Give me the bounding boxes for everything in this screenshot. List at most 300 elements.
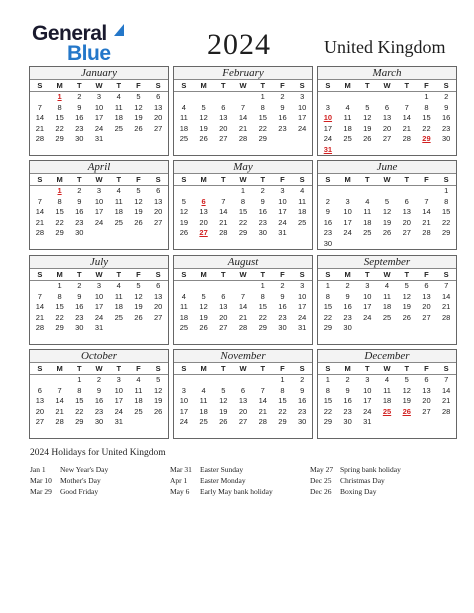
calendar-country: United Kingdom: [324, 37, 446, 57]
day-cell: [377, 334, 397, 345]
weekday-label: S: [37, 81, 43, 90]
week-row: [174, 124, 312, 135]
day-cell: 4: [201, 385, 206, 395]
day-cell: 14: [422, 207, 431, 216]
weekday-label: S: [443, 364, 449, 373]
day-cell: 15: [442, 207, 451, 216]
day-cell: 9: [345, 291, 350, 301]
day-cell: [69, 428, 89, 439]
day-cell: 5: [156, 375, 161, 384]
day-cell: 15: [55, 302, 64, 311]
day-cell: 24: [94, 312, 104, 322]
week-row: [174, 396, 312, 407]
day-cell: 3: [325, 102, 330, 112]
month-name: March: [318, 67, 456, 80]
day-cell: 13: [154, 291, 163, 301]
day-cell: 17: [94, 302, 104, 311]
day-cell: [50, 428, 70, 439]
month-september: [317, 255, 457, 345]
weekday-label: F: [280, 175, 285, 184]
day-cell: [174, 375, 194, 386]
day-cell: 12: [199, 302, 208, 311]
holiday-entry-date: Apr 1: [170, 476, 188, 485]
day-cell: 30: [278, 323, 287, 332]
day-cell: 23: [298, 406, 307, 416]
day-cell: 19: [154, 396, 163, 405]
day-cell: 11: [114, 102, 123, 112]
day-cell: 12: [154, 385, 163, 395]
day-cell: 22: [258, 123, 267, 133]
week-row: [318, 375, 456, 386]
day-cell: 5: [365, 102, 370, 112]
day-cell: 18: [179, 312, 189, 322]
day-cell: 22: [238, 217, 248, 227]
day-cell: 10: [114, 385, 123, 395]
day-cell: 27: [154, 217, 163, 227]
weekday-label: W: [383, 81, 391, 90]
weekday-header: [318, 363, 456, 375]
weekday-label: M: [200, 175, 207, 184]
day-cell: 17: [114, 396, 123, 405]
day-cell: 14: [35, 113, 45, 122]
holiday-date: 10: [323, 113, 333, 122]
weekday-header: [318, 269, 456, 281]
day-cell: 17: [94, 113, 104, 122]
day-cell: [338, 334, 358, 345]
day-cell: 25: [114, 217, 123, 227]
day-cell: [436, 428, 456, 439]
holiday-entry: [30, 486, 170, 497]
day-cell: [357, 428, 377, 439]
week-row: [30, 334, 168, 345]
day-cell: 8: [77, 385, 82, 395]
week-row: [174, 313, 312, 324]
logo-general-text: General: [32, 22, 107, 45]
week-row: [318, 134, 456, 145]
day-cell: 2: [260, 186, 265, 195]
week-row: [318, 207, 456, 218]
day-cell: 3: [345, 196, 350, 206]
week-row: [318, 145, 456, 156]
day-cell: [89, 334, 109, 345]
day-cell: 4: [365, 196, 370, 206]
month-name: December: [318, 350, 456, 363]
day-cell: 13: [402, 207, 411, 216]
day-cell: 10: [94, 102, 104, 112]
day-cell: [194, 375, 214, 386]
day-cell: 16: [442, 113, 451, 122]
weekday-label: W: [383, 270, 391, 279]
weekday-label: S: [181, 175, 187, 184]
day-cell: 20: [199, 217, 208, 227]
month-name: November: [174, 350, 312, 363]
day-cell: [89, 239, 109, 250]
day-cell: [338, 186, 358, 197]
day-cell: [292, 228, 312, 239]
weekday-label: T: [260, 364, 266, 373]
day-cell: [377, 145, 397, 156]
weekday-label: F: [424, 364, 429, 373]
weekday-label: S: [299, 364, 305, 373]
day-cell: 18: [199, 406, 208, 416]
week-row: [30, 92, 168, 103]
holiday-entry: [170, 486, 310, 497]
weekday-label: W: [95, 81, 103, 90]
week-row: [318, 334, 456, 345]
day-cell: 23: [258, 217, 267, 227]
day-cell: 12: [179, 207, 189, 216]
week-row: [30, 396, 168, 407]
day-cell: [89, 145, 109, 156]
day-cell: 13: [199, 207, 208, 216]
day-cell: 18: [114, 113, 123, 122]
holiday-date: 25: [382, 406, 392, 416]
day-cell: 12: [402, 291, 411, 301]
day-cell: [377, 186, 397, 197]
day-cell: 11: [179, 113, 188, 122]
weekday-label: S: [299, 81, 305, 90]
weekday-label: F: [424, 270, 429, 279]
day-cell: 6: [424, 375, 429, 384]
weekday-label: T: [221, 81, 226, 90]
day-cell: 25: [343, 134, 352, 143]
holiday-entry-name: Boxing Day: [340, 487, 377, 496]
day-cell: [194, 428, 214, 439]
day-cell: 26: [134, 217, 143, 227]
day-cell: [213, 334, 233, 345]
day-cell: 7: [444, 375, 449, 384]
day-cell: 27: [422, 312, 431, 322]
day-cell: 26: [199, 134, 208, 143]
weekday-label: S: [37, 270, 43, 279]
weekday-label: M: [56, 81, 63, 90]
day-cell: [397, 417, 417, 428]
day-cell: [338, 239, 358, 250]
holiday-entry-date: Jan 1: [30, 465, 46, 474]
day-cell: 14: [258, 396, 267, 405]
day-cell: 24: [323, 134, 333, 143]
day-cell: 15: [258, 302, 267, 311]
day-cell: [292, 145, 312, 156]
weekday-label: T: [365, 81, 370, 90]
day-cell: [338, 428, 358, 439]
day-cell: 21: [442, 302, 451, 311]
day-cell: [194, 334, 214, 345]
day-cell: 13: [422, 385, 431, 395]
day-cell: 13: [154, 102, 163, 112]
day-cell: [417, 239, 437, 250]
day-cell: [213, 145, 233, 156]
day-cell: 30: [75, 323, 84, 332]
day-cell: 7: [240, 102, 246, 112]
day-cell: 8: [325, 291, 330, 301]
day-cell: 2: [96, 375, 102, 384]
day-cell: 8: [240, 196, 246, 206]
day-cell: [397, 334, 417, 345]
day-cell: 18: [382, 396, 392, 405]
week-row: [318, 186, 456, 197]
weekday-label: S: [299, 175, 305, 184]
day-cell: 5: [384, 196, 390, 206]
day-cell: 6: [156, 281, 161, 290]
day-cell: [292, 334, 312, 345]
day-cell: 17: [298, 113, 307, 122]
week-row: [318, 396, 456, 407]
day-cell: 20: [422, 302, 431, 311]
holiday-column: [170, 464, 310, 497]
day-cell: [50, 239, 70, 250]
day-cell: 18: [363, 217, 372, 227]
day-cell: 13: [238, 396, 248, 405]
week-row: [318, 407, 456, 418]
weekday-label: T: [365, 175, 370, 184]
day-cell: 12: [134, 102, 143, 112]
week-row: [174, 302, 312, 313]
weekday-label: S: [155, 175, 161, 184]
weekday-label: F: [424, 175, 429, 184]
day-cell: 29: [238, 228, 248, 237]
day-cell: 3: [96, 92, 102, 101]
day-cell: [109, 134, 129, 145]
day-cell: 14: [238, 302, 248, 311]
day-cell: [213, 239, 233, 250]
day-cell: 21: [55, 406, 64, 416]
day-cell: [30, 186, 50, 197]
day-cell: 30: [75, 134, 84, 143]
weekday-label: M: [344, 270, 351, 279]
day-cell: 21: [219, 217, 228, 227]
weekday-label: F: [424, 81, 429, 90]
holiday-entry-name: Easter Sunday: [200, 465, 244, 474]
week-row: [30, 428, 168, 439]
day-cell: [213, 281, 233, 292]
day-cell: 5: [404, 281, 409, 290]
weekday-label: T: [77, 175, 82, 184]
day-cell: [318, 92, 338, 103]
day-cell: 9: [280, 291, 285, 301]
day-cell: 3: [116, 375, 121, 384]
day-cell: 20: [35, 406, 45, 416]
weekday-label: T: [404, 270, 410, 279]
holiday-entry-date: Dec 25: [310, 476, 332, 485]
day-cell: 28: [35, 323, 45, 332]
day-cell: 3: [300, 281, 305, 290]
day-cell: 4: [384, 281, 390, 290]
weekday-label: W: [239, 364, 247, 373]
holiday-entry-name: Good Friday: [60, 487, 99, 496]
day-cell: 24: [298, 312, 307, 322]
weekday-label: M: [200, 81, 207, 90]
day-cell: 20: [154, 302, 163, 311]
day-cell: 27: [219, 134, 228, 143]
day-cell: [129, 323, 149, 334]
logo-triangle-icon: [114, 24, 124, 36]
week-row: [30, 197, 168, 208]
day-cell: 7: [57, 385, 62, 395]
month-march: [317, 66, 457, 156]
day-cell: 7: [37, 291, 42, 301]
day-cell: [69, 145, 89, 156]
weekday-label: S: [299, 270, 305, 279]
day-cell: 7: [424, 196, 429, 206]
day-cell: 29: [258, 134, 267, 143]
day-cell: 20: [238, 406, 248, 416]
day-cell: 26: [382, 228, 392, 237]
weekday-label: T: [404, 81, 410, 90]
holiday-entry: [170, 475, 310, 486]
day-cell: 10: [298, 102, 307, 112]
weekday-label: S: [155, 270, 161, 279]
day-cell: 12: [134, 291, 143, 301]
day-cell: 2: [325, 196, 330, 206]
day-cell: [174, 186, 194, 197]
day-cell: 18: [114, 302, 123, 311]
week-row: [318, 197, 456, 208]
day-cell: 8: [280, 385, 285, 395]
day-cell: 1: [57, 281, 62, 290]
holiday-entry-name: Christmas Day: [340, 476, 385, 485]
day-cell: 23: [442, 123, 451, 133]
day-cell: [109, 239, 129, 250]
holidays-title: 2024 Holidays for United Kingdom: [30, 448, 166, 458]
day-cell: 24: [179, 417, 189, 426]
day-cell: 25: [179, 134, 189, 143]
weekday-label: T: [260, 270, 266, 279]
day-cell: 7: [260, 385, 265, 395]
day-cell: 9: [260, 196, 265, 206]
weekday-header: [174, 363, 312, 375]
day-cell: 23: [75, 217, 84, 227]
month-february: [173, 66, 313, 156]
day-cell: 16: [258, 207, 267, 216]
day-cell: 24: [343, 228, 352, 237]
day-cell: [436, 239, 456, 250]
weekday-header: [30, 80, 168, 92]
day-cell: [397, 92, 417, 103]
weekday-label: S: [37, 364, 43, 373]
day-cell: 10: [343, 207, 352, 216]
day-cell: 18: [134, 396, 143, 405]
week-row: [174, 428, 312, 439]
week-row: [174, 334, 312, 345]
day-cell: 5: [404, 375, 409, 384]
week-row: [30, 134, 168, 145]
day-cell: 27: [154, 312, 163, 322]
day-cell: 16: [75, 207, 84, 216]
day-cell: [148, 228, 168, 239]
day-cell: [417, 323, 437, 334]
weekday-label: W: [95, 364, 103, 373]
day-cell: 1: [424, 92, 429, 101]
week-row: [318, 292, 456, 303]
month-name: August: [174, 256, 312, 269]
day-cell: 28: [219, 228, 228, 237]
day-cell: 15: [422, 113, 431, 122]
week-row: [30, 417, 168, 428]
weekday-header: [30, 363, 168, 375]
day-cell: 5: [181, 196, 186, 206]
month-august: [173, 255, 313, 345]
holiday-entry: [30, 464, 170, 475]
day-cell: 19: [363, 123, 372, 133]
day-cell: 2: [345, 375, 350, 384]
day-cell: 12: [219, 396, 228, 405]
day-cell: [129, 145, 149, 156]
week-row: [174, 103, 312, 114]
day-cell: 11: [179, 302, 188, 311]
week-row: [174, 239, 312, 250]
day-cell: 11: [114, 291, 123, 301]
day-cell: 28: [442, 406, 451, 416]
day-cell: 12: [363, 113, 372, 122]
week-row: [174, 281, 312, 292]
day-cell: [253, 375, 273, 386]
day-cell: 1: [240, 186, 246, 195]
weekday-label: F: [136, 364, 141, 373]
day-cell: 19: [199, 312, 208, 322]
day-cell: 28: [402, 134, 411, 143]
day-cell: 8: [325, 385, 330, 395]
day-cell: 14: [219, 207, 228, 216]
day-cell: 15: [55, 113, 64, 122]
day-cell: 15: [258, 113, 267, 122]
day-cell: 20: [422, 396, 431, 405]
day-cell: 3: [96, 281, 102, 290]
generalblue-logo: [32, 22, 122, 64]
day-cell: [213, 375, 233, 386]
day-cell: 29: [323, 323, 333, 332]
day-cell: 27: [35, 417, 45, 426]
weekday-label: T: [116, 81, 122, 90]
day-cell: [397, 186, 417, 197]
day-cell: [30, 334, 50, 345]
day-cell: [30, 92, 50, 103]
holiday-entry-date: May 27: [310, 465, 334, 474]
day-cell: 17: [278, 207, 287, 216]
day-cell: 16: [278, 302, 287, 311]
holiday-entry: [310, 486, 450, 497]
day-cell: 7: [221, 196, 226, 206]
day-cell: 2: [280, 92, 285, 101]
weekday-label: T: [404, 364, 410, 373]
day-cell: 13: [154, 196, 163, 206]
day-cell: [292, 134, 312, 145]
day-cell: 26: [134, 123, 143, 133]
weekday-header: [174, 80, 312, 92]
day-cell: 15: [238, 207, 248, 216]
day-cell: 21: [422, 217, 431, 227]
day-cell: [194, 186, 214, 197]
day-cell: 11: [383, 385, 391, 395]
weekday-label: F: [136, 270, 141, 279]
day-cell: 11: [298, 196, 307, 206]
holiday-date: 1: [57, 92, 62, 101]
weekday-header: [174, 269, 312, 281]
day-cell: 11: [114, 196, 123, 206]
day-cell: 10: [363, 291, 372, 301]
day-cell: 13: [219, 113, 228, 122]
day-cell: 16: [75, 113, 84, 122]
weekday-label: S: [325, 364, 331, 373]
weekday-label: M: [200, 364, 207, 373]
day-cell: 26: [219, 417, 228, 426]
weekday-label: F: [136, 175, 141, 184]
day-cell: [417, 186, 437, 197]
day-cell: 9: [77, 291, 82, 301]
day-cell: [233, 334, 253, 345]
weekday-label: W: [383, 364, 391, 373]
day-cell: [129, 417, 149, 428]
